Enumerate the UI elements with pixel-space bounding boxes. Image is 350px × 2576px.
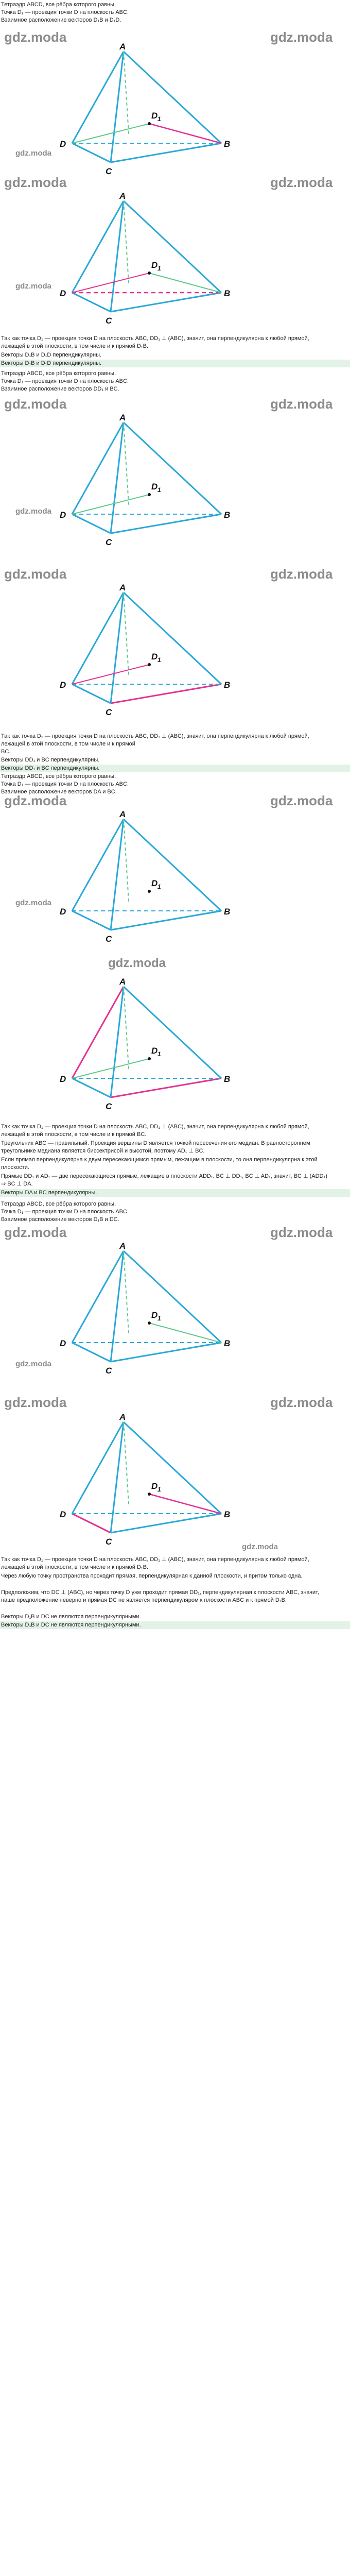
svg-text:B: B (224, 1510, 231, 1519)
svg-text:C: C (106, 1366, 112, 1375)
svg-text:A: A (119, 191, 126, 201)
svg-text:A: A (119, 977, 126, 987)
watermark: gdz.moda (270, 1225, 333, 1240)
svg-text:A: A (119, 1241, 126, 1251)
solution-text: BC. (1, 749, 11, 755)
svg-text:B: B (224, 1074, 231, 1084)
watermark: gdz.moda (15, 899, 51, 907)
solution-text: Векторы D₁B и DC не являются перпендикулярными. (1, 1614, 141, 1620)
label-A: A (119, 42, 126, 52)
tetrahedron-figure (46, 1412, 273, 1546)
given-text: Тетраэдр ABCD, все рёбра которого равны. (1, 370, 116, 377)
watermark: gdz.moda (4, 396, 67, 412)
given-text: Тетраэдр ABCD, все рёбра которого равны. (1, 1201, 116, 1207)
watermark: gdz.moda (4, 566, 67, 582)
svg-text:D: D (151, 260, 158, 270)
given-text: Тетраэдр ABCD, все рёбра которого равны. (1, 2, 116, 8)
answer-box: Векторы D₁B и D₁D перпендикулярны. (0, 360, 350, 367)
svg-text:D: D (60, 680, 66, 690)
solution-text: Векторы D₁B и D₁D перпендикулярны. (1, 352, 102, 358)
edge-AC (111, 52, 124, 162)
find-text: Взаимное расположение векторов D₁B и DC. (1, 1216, 119, 1223)
given-text: Точка D₁ — проекция точки D на плоскость ABC. (1, 9, 129, 15)
svg-text:D: D (60, 907, 66, 917)
svg-text:D: D (60, 510, 66, 520)
watermark: gdz.moda (4, 793, 67, 808)
solution-text: Так как точка D₁ — проекция точки D на плоскость ABC, DD₁ ⊥ (ABC), значит, она перпендикулярна к любой прямой, лежащей в этой плоскости, в том числе и к прямой BC. (1, 1124, 309, 1138)
solution-text: Через любую точку пространства проходит прямая, перпендикулярная к данной плоскости, и притом только одна. (1, 1573, 303, 1579)
svg-text:C: C (106, 707, 112, 716)
watermark: gdz.moda (15, 149, 51, 158)
solution-text: Так как точка D₁ — проекция точки D на плоскость ABC, DD₁ ⊥ (ABC), значит, она перпендикулярна к любой прямой, лежащей в этой плоскости, в том числе и к прямой D₁B. (1, 335, 309, 349)
edge-AD (72, 52, 124, 143)
given-text: Точка D₁ — проекция точки D на плоскость ABC. (1, 781, 129, 787)
given-text: Точка D₁ — проекция точки D на плоскость ABC. (1, 378, 129, 384)
svg-text:D: D (151, 1481, 158, 1491)
watermark: gdz.moda (108, 956, 166, 970)
svg-text:C: C (106, 1537, 112, 1546)
watermark: gdz.moda (270, 396, 333, 412)
watermark: gdz.moda (15, 1360, 51, 1368)
watermark: gdz.moda (270, 29, 333, 45)
label-B: B (224, 139, 231, 149)
median-line (124, 52, 129, 134)
svg-text:D: D (60, 1074, 66, 1084)
solution-text: Треугольник ABC — правильный. Проекция вершины D является точкой пересечения его медиан. В равностороннем треугольнике медиана является биссектрисой и высотой, поэтому AD₁ ⊥ BC. (1, 1140, 310, 1154)
label-D: D (60, 139, 66, 149)
watermark: gdz.moda (4, 1225, 67, 1240)
edge-CB (111, 143, 221, 162)
watermark: gdz.moda (270, 793, 333, 808)
edge-DC (72, 143, 111, 162)
svg-text:D: D (151, 878, 158, 888)
watermark: gdz.moda (4, 175, 67, 190)
answer-box: Векторы DD₁ и BC перпендикулярны. (0, 765, 350, 772)
svg-text:D: D (151, 652, 158, 662)
svg-text:A: A (119, 809, 126, 819)
tetrahedron-figure (46, 582, 273, 716)
svg-text:1: 1 (157, 1315, 161, 1322)
watermark: gdz.moda (270, 175, 333, 190)
given-text: Тетраэдр ABCD, все рёбра которого равны. (1, 773, 116, 779)
svg-text:D: D (151, 482, 158, 492)
solution-text: Прямые DD₁ и AD₁ — две пересекающиеся прямые, лежащие в плоскости ADD₁. BC ⊥ DD₁, BC ⊥ AD₁, значит, BC ⊥ (ADD₁) ⇒ BC ⊥ DA. (1, 1173, 327, 1187)
svg-text:1: 1 (157, 656, 161, 664)
watermark: gdz.moda (270, 1395, 333, 1410)
tetrahedron-figure (46, 1241, 273, 1375)
watermark: gdz.moda (15, 282, 51, 291)
svg-text:D: D (151, 1046, 158, 1056)
tetrahedron-figure (46, 809, 273, 943)
answer-box: Векторы DA и BC перпендикулярны. (0, 1189, 350, 1197)
watermark: gdz.moda (4, 29, 67, 45)
svg-text:D: D (60, 1510, 66, 1519)
svg-text:C: C (106, 316, 112, 325)
svg-text:B: B (224, 907, 231, 917)
svg-text:C: C (106, 537, 112, 546)
svg-text:1: 1 (157, 265, 161, 272)
solution-text: Так как точка D₁ — проекция точки D на плоскость ABC, DD₁ ⊥ (ABC), значит, она перпендикулярна к любой прямой, лежащей в этой плоскости, в том числе и к прямой D₁B. (1, 1556, 309, 1570)
answer-box: Векторы D₁B и DC не являются перпендикулярными. (0, 1621, 350, 1629)
svg-text:1: 1 (157, 883, 161, 890)
given-text: Точка D₁ — проекция точки D на плоскость ABC. (1, 1209, 129, 1215)
tetrahedron-figure (46, 976, 273, 1110)
find-text: Взаимное расположение векторов DD₁ и BC. (1, 386, 119, 392)
tetrahedron-figure (46, 41, 273, 175)
solution-text: Векторы DD₁ и BC перпендикулярны. (1, 757, 100, 763)
svg-text:1: 1 (157, 1486, 161, 1493)
svg-text:D: D (151, 1310, 158, 1320)
watermark: gdz.moda (242, 1543, 278, 1551)
svg-text:A: A (119, 1412, 126, 1422)
svg-text:B: B (224, 289, 231, 298)
solution-text: Если прямая перпендикулярна к двум пересекающимся прямым, лежащим в плоскости, то она перпендикулярна к этой плоскости. (1, 1157, 318, 1171)
watermark: gdz.moda (4, 1395, 67, 1410)
tetrahedron-figure (46, 191, 273, 325)
watermark: gdz.moda (15, 507, 51, 516)
svg-text:B: B (224, 1338, 231, 1348)
solution-text: Предположим, что DC ⊥ (ABC), но через точку D уже проходит прямая DD₁, перпендикулярная к плоскости ABC, значит, наше предположение неверно и прямая DC не является перпендикуляром к плоскости ABC и к прямой D₁B. (1, 1589, 320, 1603)
svg-text:D: D (60, 1338, 66, 1348)
svg-text:1: 1 (157, 1050, 161, 1058)
svg-text:B: B (224, 680, 231, 690)
svg-text:B: B (224, 510, 231, 520)
watermark: gdz.moda (270, 566, 333, 582)
label-D1: D (151, 111, 158, 121)
tetrahedron-figure (46, 412, 273, 546)
solution-text: Так как точка D₁ — проекция точки D на плоскость ABC, DD₁ ⊥ (ABC), значит, она перпендикулярна к любой прямой, лежащей в этой плоскости, в том числе и к прямой (1, 733, 309, 747)
vector-DD1 (72, 124, 149, 143)
svg-text:1: 1 (157, 486, 161, 494)
label-C: C (106, 166, 112, 175)
find-text: Взаимное расположение векторов D₁B и D₁D. (1, 17, 121, 23)
label-sub1: 1 (157, 115, 161, 123)
svg-text:C: C (106, 934, 112, 943)
svg-text:A: A (119, 583, 126, 592)
svg-text:A: A (119, 413, 126, 422)
find-text: Взаимное расположение векторов DA и BC. (1, 789, 117, 795)
svg-text:D: D (60, 289, 66, 298)
svg-text:C: C (106, 1101, 112, 1110)
